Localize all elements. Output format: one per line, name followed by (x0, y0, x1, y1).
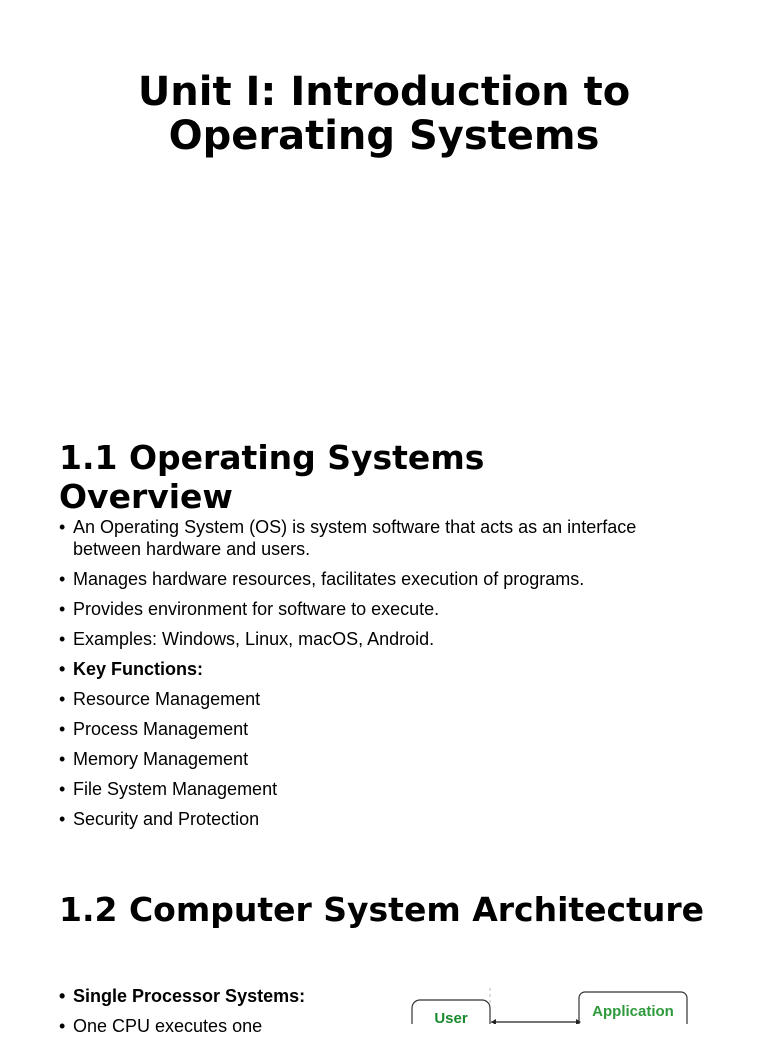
section-2-heading: 1.2 Computer System Architecture (59, 890, 705, 929)
bullet-item-key-functions: • Key Functions: (59, 658, 699, 680)
bullet-item: • Memory Management (59, 748, 699, 770)
title-line-2: Operating Systems (168, 113, 600, 159)
bullet-item: • Provides environment for software to execute. (59, 598, 699, 620)
section-1-heading (59, 438, 484, 516)
section-1-heading-line-2: Overview (59, 477, 233, 516)
bullet-text-line-1: An Operating System (OS) is system software that acts as an interface (73, 517, 637, 537)
bullet-item: • Security and Protection (59, 808, 699, 830)
bullet-item: • Resource Management (59, 688, 699, 710)
section-1-heading-line-1: 1.1 Operating Systems (59, 438, 485, 477)
bullet-item (59, 516, 699, 560)
architecture-diagram (400, 985, 700, 1024)
section-2-bullet-list (59, 985, 389, 1037)
bullet-item: • One CPU executes one (59, 1015, 389, 1037)
bullet-item: • File System Management (59, 778, 699, 800)
bullet-item: • Examples: Windows, Linux, macOS, Android. (59, 628, 699, 650)
application-label: Application (592, 1003, 674, 1020)
bullet-item-single-processor: • Single Processor Systems: (59, 985, 389, 1007)
title-line-1: Unit I: Introduction to (137, 69, 631, 115)
section-1-bullet-list (59, 516, 699, 830)
bullet-item: • Manages hardware resources, facilitates execution of programs. (59, 568, 699, 590)
bullet-text-line-2: between hardware and users. (73, 539, 311, 559)
user-label: User (434, 1010, 468, 1024)
document-title (0, 70, 768, 158)
bullet-item: • Process Management (59, 718, 699, 740)
